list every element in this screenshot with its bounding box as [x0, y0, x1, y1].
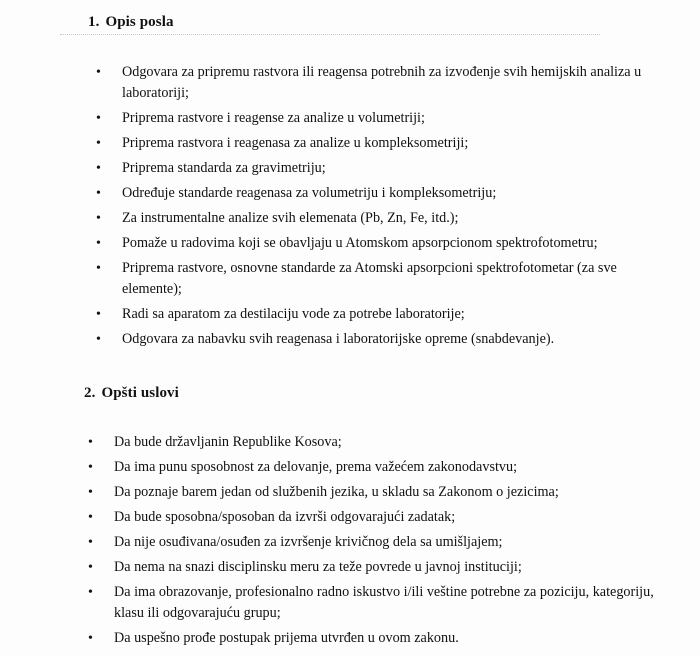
bullet-icon: •: [96, 186, 101, 201]
list-item: [96, 62, 676, 104]
list-item: [96, 258, 676, 300]
bullet-icon: •: [96, 211, 101, 226]
list-item: [96, 158, 676, 179]
list-item: [88, 432, 680, 453]
list-item: [88, 482, 680, 503]
bullet-icon: •: [96, 161, 101, 176]
list-item-text: Priprema rastvore i reagense za analize u volumetriji;: [122, 110, 425, 126]
list-item: [96, 133, 676, 154]
bullet-icon: •: [96, 307, 101, 322]
list-item-text: Za instrumentalne analize svih elemenata (Pb, Zn, Fe, itd.);: [122, 210, 459, 226]
list-item-text: Da ima obrazovanje, profesionalno radno iskustvo i/ili veštine potrebne za poziciju, kategoriju, klasu ili odgovarajuću grupu;: [114, 584, 654, 621]
list-item: [96, 329, 676, 350]
list-item-text: Odgovara za pripremu rastvora ili reagensa potrebnih za izvođenje svih hemijskih analiza u laboratoriji;: [122, 64, 642, 101]
bullet-icon: •: [96, 111, 101, 126]
bullet-icon: •: [88, 485, 93, 500]
bullet-icon: •: [96, 136, 101, 151]
list-item: [96, 208, 676, 229]
section-title: Opis posla: [105, 14, 174, 30]
list-item: [96, 233, 676, 254]
general-conditions-list: [88, 432, 680, 653]
bullet-icon: •: [96, 261, 101, 276]
list-item-text: Pomaže u radovima koji se obavljaju u Atomskom apsorpcionom spektrofotometru;: [122, 235, 598, 251]
bullet-icon: •: [88, 560, 93, 575]
section-title: Opšti uslovi: [101, 385, 179, 401]
bullet-icon: •: [96, 332, 101, 347]
list-item-text: Da poznaje barem jedan od službenih jezika, u skladu sa Zakonom o jezicima;: [114, 484, 559, 500]
list-item: [88, 457, 680, 478]
list-item: [88, 628, 680, 649]
list-item: [88, 582, 680, 624]
list-item-text: Da bude sposobna/sposoban da izvrši odgovarajući zadatak;: [114, 509, 456, 525]
list-item: [88, 507, 680, 528]
bullet-icon: •: [88, 535, 93, 550]
bullet-icon: •: [88, 510, 93, 525]
bullet-icon: •: [88, 435, 93, 450]
list-item-text: Priprema standarda za gravimetriju;: [122, 160, 326, 176]
list-item-text: Priprema rastvore, osnovne standarde za Atomski apsorpcioni spektrofotometar (za sve elemente);: [122, 260, 617, 297]
list-item-text: Priprema rastvora i reagenasa za analize u kompleksometriji;: [122, 135, 469, 151]
list-item: [96, 304, 676, 325]
section-heading-opis-posla: [88, 14, 174, 31]
list-item: [96, 183, 676, 204]
bullet-icon: •: [88, 460, 93, 475]
list-item-text: Da nema na snazi disciplinsku meru za teže povrede u javnoj instituciji;: [114, 559, 522, 575]
list-item: [88, 557, 680, 578]
section-heading-opsti-uslovi: [84, 385, 179, 402]
bullet-icon: •: [88, 585, 93, 600]
list-item-text: Da ima punu sposobnost za delovanje, prema važećem zakonodavstvu;: [114, 459, 518, 475]
list-item-text: Da uspešno prođe postupak prijema utvrđen u ovom zakonu.: [114, 630, 459, 646]
list-item-text: Da nije osuđivana/osuđen za izvršenje krivičnog dela sa umišljajem;: [114, 534, 503, 550]
bullet-icon: •: [88, 631, 93, 646]
list-item-text: Da bude državljanin Republike Kosova;: [114, 434, 342, 450]
bullet-icon: •: [96, 65, 101, 80]
scan-artifact: [60, 34, 600, 36]
list-item: [96, 108, 676, 129]
section-number: 1.: [88, 14, 100, 30]
list-item: [88, 532, 680, 553]
bullet-icon: •: [96, 236, 101, 251]
job-duties-list: [96, 62, 676, 354]
list-item-text: Određuje standarde reagenasa za volumetriju i kompleksometriju;: [122, 185, 497, 201]
list-item-text: Odgovara za nabavku svih reagenasa i laboratorijske opreme (snabdevanje).: [122, 331, 555, 347]
section-number: 2.: [84, 385, 96, 401]
list-item-text: Radi sa aparatom za destilaciju vode za potrebe laboratorije;: [122, 306, 465, 322]
